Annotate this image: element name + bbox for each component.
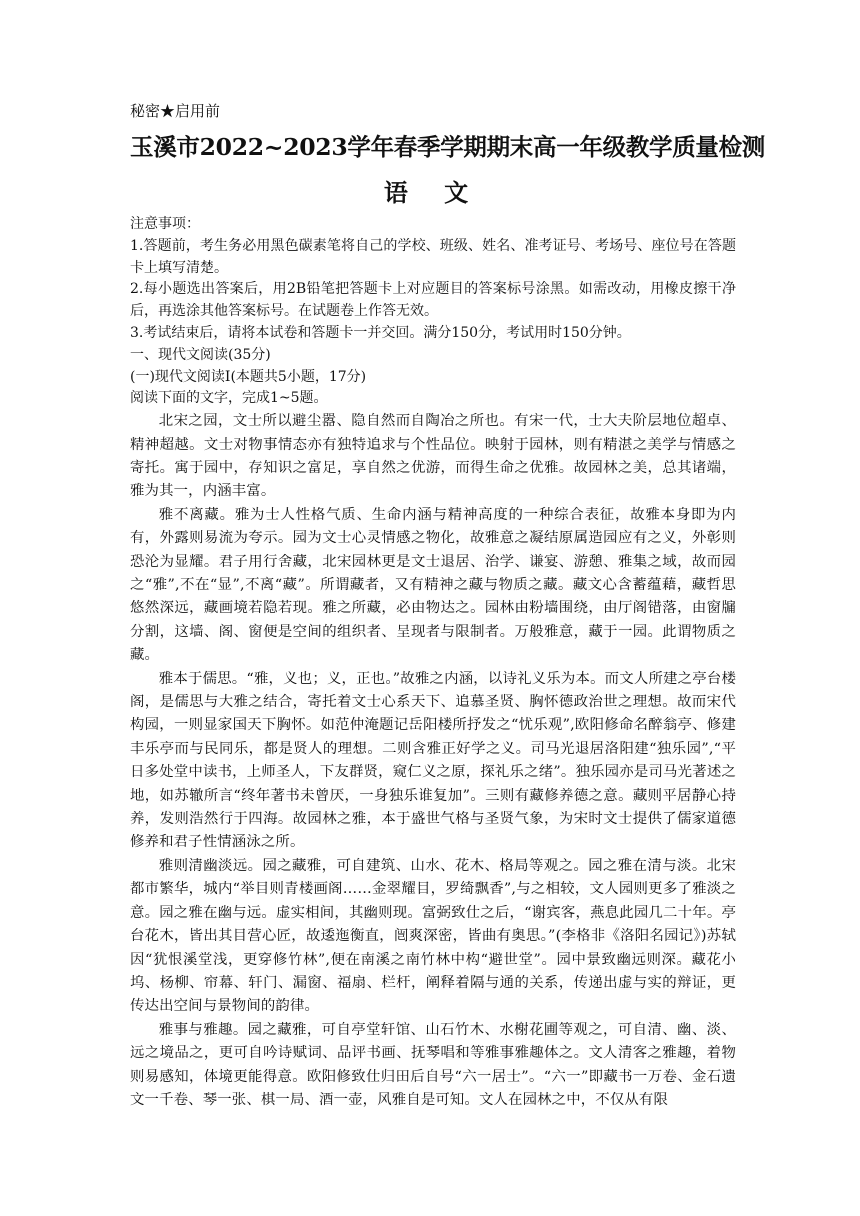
passage-paragraph: 雅不离藏。雅为士人性格气质、生命内涵与精神高度的一种综合表征，故雅本身即为内有，外露则易流为夸示。园为文士心灵情感之物化，故雅意之凝结原属造园应有之义，外彰则恐沦为显耀。君子用行舍藏，北宋园林更是文士退居、治学、谦宴、游憩、雅集之域，故而园之“雅”,不在“显”,不离“藏”。所谓藏者，又有精神之藏与物质之藏。藏文心含蓄蕴藉，藏哲思悠然深远，藏画境若隐若现。雅之所藏，必由物达之。园林由粉墙围绕，由厅阁错落，由窗牖分割，这墙、阁、窗便是空间的组织者、呈现者与限制者。万般雅意，藏于一园。此谓物质之藏。	[130, 506, 736, 664]
section-heading: 一、现代文阅读(35分)	[130, 346, 271, 363]
notice-section	[130, 214, 736, 345]
passage-paragraph: 北宋之园，文士所以避尘嚣、隐自然而自陶冶之所也。有宋一代，士大夫阶层地位超卓、精神超越。文士对物事情态亦有独特追求与个性品位。映射于园林，则有精湛之美学与情感之寄托。寓于园中，存知识之富足，享自然之优游，而得生命之优雅。故园林之美，总其诸端，雅为其一，内涵丰富。	[130, 413, 736, 500]
passage-paragraph: 雅则清幽淡远。园之藏雅，可自建筑、山水、花木、格局等观之。园之雅在清与淡。北宋都市繁华，城内“举目则青楼画阁……金翠耀目，罗绮飘香”,与之相较，文人园则更多了雅淡之意。园之雅在幽与远。虚实相间，其幽则现。富弼致仕之后，“谢宾客，燕息此园几二十年。亭台花木，皆出其目营心匠，故逶迤衡直，闿爽深密，皆曲有奥思。”(李格非《洛阳名园记》)苏轼因“犹恨溪堂浅，更穿修竹林”,便在南溪之南竹林中构“避世堂”。园中景致幽远则深。藏花小坞、杨柳、帘幕、轩门、漏窗、福扇、栏杆，阐释着隔与通的关系，传递出虚与实的辩证，更传达出空间与景物间的韵律。	[130, 857, 736, 1015]
passage-paragraph: 雅本于儒思。“雅，义也；义，正也。”故雅之内涵，以诗礼义乐为本。而文人所建之亭台楼阁，是儒思与大雅之结合，寄托着文士心系天下、追慕圣贤、胸怀德政治世之理想。故而宋代构园，一则显家国天下胸怀。如范仲淹题记岳阳楼所抒发之“忧乐观”,欧阳修命名醉翁亭、修建丰乐亭而与民同乐，都是贤人的理想。二则含雅正好学之义。司马光退居洛阳建“独乐园”,“平日多处堂中读书，上师圣人，下友群贤，窥仁义之原，探礼乐之绪”。独乐园亦是司马光著述之地，如苏辙所言“终年著书未曾厌，一身独乐谁复加”。三则有藏修养德之意。藏则平居静心持养，发则浩然行于四海。故园林之雅，本于盛世气格与圣贤气象，为宋时文士提供了儒家道德修养和君子性情涵泳之所。	[130, 670, 736, 851]
exam-page	[130, 100, 766, 1112]
reading-instruction: 阅读下面的文字，完成1~5题。	[130, 390, 328, 407]
subject-title: 语 文	[383, 178, 483, 207]
notice-item: 2.每小题选出答案后，用2B铅笔把答题卡上对应题目的答案标号涂黑。如需改动，用橡皮擦干净后，再选涂其他答案标号。在试题卷上作答无效。	[130, 281, 736, 320]
notice-item: 3.考试结束后，请将本试卷和答题卡一并交回。满分150分，考试用时150分钟。	[130, 324, 631, 341]
subsection-heading: (一)现代文阅读I(本题共5小题，17分)	[130, 368, 367, 385]
notice-item: 1.答题前，考生务必用黑色碳素笔将自己的学校、班级、姓名、准考证号、考场号、座位号在答题卡上填写清楚。	[130, 237, 736, 276]
confidential-mark: 秘密★启用前	[130, 102, 221, 120]
exam-title: 玉溪市2022~2023学年春季学期期末高一年级教学质量检测	[130, 133, 766, 161]
passage-paragraph: 雅事与雅趣。园之藏雅，可自亭堂轩馆、山石竹木、水榭花圃等观之，可自清、幽、淡、远之境品之，更可自吟诗赋词、品评书画、抚琴唱和等雅事雅趣体之。文人清客之雅趣，着物则易感知，体境更能得意。欧阳修致仕归田后自号“六一居士”。“六一”即藏书一万卷、金石遗文一千卷、琴一张、棋一局、酒一壶，风雅自是可知。文人在园林之中，不仅从有限	[130, 1021, 736, 1108]
reading-passage	[130, 410, 736, 1112]
notice-heading: 注意事项：	[130, 216, 200, 232]
